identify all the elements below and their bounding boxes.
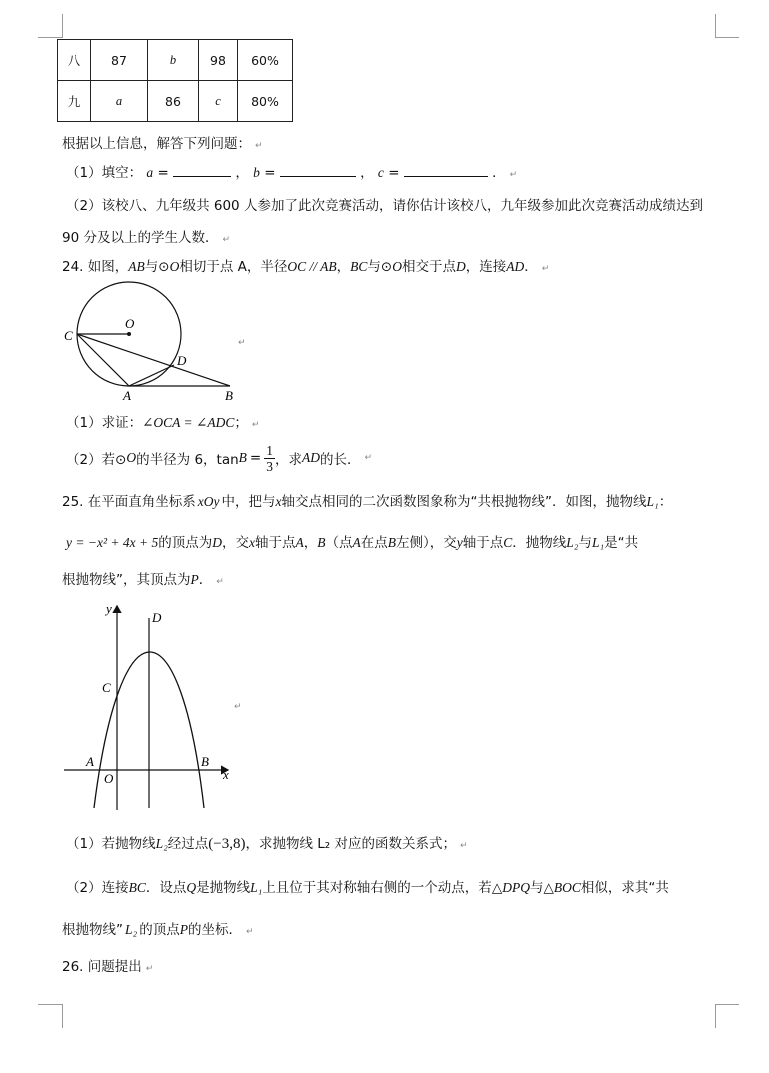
q25-parabola-figure — [58, 598, 238, 813]
q25-part2 — [66, 876, 669, 896]
math-o: O — [392, 259, 402, 274]
equals-sign: = — [249, 450, 262, 466]
q24-circle-figure — [60, 280, 260, 405]
math-d: D — [455, 259, 466, 274]
crop-mark-tl-h — [38, 37, 63, 38]
text: ： — [658, 494, 673, 510]
math-ad: AD — [506, 259, 525, 274]
math-a: A — [352, 535, 361, 550]
crop-mark-tr-v — [715, 14, 716, 38]
label-b: B — [201, 754, 209, 769]
point-coordinates: (−3,8) — [208, 836, 246, 852]
q24-part2: （2）若⊙ O 的半径为 6，tan B = $\frac{1}{3}$ ，求 AD 的长． ↵ — [66, 442, 373, 474]
crop-mark-tl-v — [62, 14, 63, 38]
text: 与⊙ — [144, 259, 170, 275]
text: 是“共 — [604, 535, 639, 551]
separator: ， — [360, 165, 374, 181]
table-cell: 60% — [238, 40, 293, 81]
math-l2: L₂ — [155, 836, 168, 851]
intro-line: 根据以上信息，解答下列问题： ↵ — [62, 136, 263, 152]
label-c: C — [64, 328, 73, 343]
text: 在平面直角坐标系 — [87, 494, 196, 510]
crop-mark-bl-v — [62, 1004, 63, 1028]
text: 相交于点 — [401, 259, 456, 275]
text: 与 — [529, 880, 544, 896]
q26-text: 26. 问题提出 — [62, 959, 142, 975]
label-y: y — [106, 601, 112, 616]
text: 与⊙ — [367, 259, 393, 275]
text: 的顶点 — [139, 922, 180, 938]
text: 轴于点 — [254, 535, 296, 551]
para-mark: ↵ — [238, 338, 246, 348]
label-a: A — [123, 388, 131, 403]
center-dot — [127, 332, 131, 336]
denominator: 3 — [266, 458, 273, 474]
table-cell: 80% — [238, 81, 293, 122]
table-row — [58, 81, 293, 122]
separator: ， — [235, 165, 249, 181]
var-a: a — [146, 165, 154, 180]
text: 中，把与 — [221, 494, 276, 510]
crop-mark-bl-h — [38, 1004, 63, 1005]
question-number: 25. — [62, 494, 84, 510]
text: 在点 — [360, 535, 388, 551]
equals-sign: = — [388, 165, 400, 181]
triangle-dpq: △DPQ — [491, 880, 530, 895]
table-cell: b — [148, 40, 199, 81]
table-row — [58, 40, 293, 81]
math-x: x — [248, 535, 255, 550]
text: ． — [524, 259, 538, 275]
q23-part2-line1 — [66, 194, 703, 214]
q25-line1 — [62, 490, 672, 510]
angle-equation: ∠OCA = ∠ADC — [142, 415, 235, 430]
table-cell: c — [199, 81, 238, 122]
text: ，求 — [274, 452, 302, 468]
math-l1: L₁ — [591, 535, 605, 550]
math-b: B — [317, 535, 326, 550]
table-cell: a — [91, 81, 148, 122]
text: ， — [336, 259, 351, 275]
label-c: C — [102, 680, 111, 695]
var-b: b — [253, 165, 260, 180]
table-cell: 98 — [199, 40, 238, 81]
text: ，连接 — [465, 259, 507, 275]
numerator: 1 — [266, 442, 273, 458]
math-l1: L₁ — [250, 880, 263, 895]
math-b: B — [387, 535, 396, 550]
period: ． — [492, 165, 506, 181]
math-bc: BC — [128, 880, 146, 895]
crop-mark-br-v — [715, 1004, 716, 1028]
text: ，求抛物线 L₂ 对应的函数关系式； — [245, 836, 457, 852]
q25-part1: （1）若抛物线L₂经过点(−3,8)，求抛物线 L₂ 对应的函数关系式； ↵ — [66, 836, 468, 852]
text: 如图， — [87, 259, 129, 275]
para-mark: ↵ — [234, 702, 242, 712]
label-d: D — [152, 610, 162, 625]
label-o: O — [125, 316, 135, 331]
math-l1: L₁ — [646, 494, 659, 509]
math-y: y — [456, 535, 463, 550]
label-o: O — [104, 771, 114, 786]
text: 相切于点 A，半径 — [179, 259, 288, 275]
segment-ad — [129, 365, 174, 386]
text: 是抛物线 — [196, 880, 251, 896]
math-p: P — [190, 572, 199, 587]
q23-part2-text: （2）该校八、九年级共 600 人参加了此次竞赛活动，请你估计该校八，九年级参加此次竞赛活动成绩达到 — [66, 198, 703, 214]
label-b: B — [225, 388, 233, 403]
text: 根抛物线” — [62, 922, 123, 938]
crop-mark-br-h — [715, 1004, 739, 1005]
label-x: x — [223, 767, 229, 782]
math-o: O — [126, 450, 137, 465]
q26-heading: 26. 问题提出 ↵ — [62, 959, 154, 975]
math-ab: AB — [128, 259, 145, 274]
equals-sign: = — [157, 165, 169, 181]
equals-sign: = — [264, 165, 276, 181]
blank-c[interactable] — [404, 164, 488, 177]
math-a: A — [295, 535, 304, 550]
intro-text: 根据以上信息，解答下列问题： — [62, 136, 251, 152]
triangle-boc: △BOC — [543, 880, 581, 895]
blank-b[interactable] — [280, 164, 356, 177]
score-table — [57, 39, 293, 122]
text: 轴于点 — [462, 535, 504, 551]
text: 轴交点相同的二次函数图象称为“共根抛物线”．如图，抛物线 — [281, 494, 647, 510]
part-label: （2）连接 — [66, 880, 129, 896]
table-cell: 八 — [58, 40, 91, 81]
math-c: C — [503, 535, 513, 550]
table-cell: 九 — [58, 81, 91, 122]
segment-ca — [77, 334, 129, 386]
q23-part2-text2: 90 分及以上的学生人数． — [62, 230, 219, 246]
label-a: A — [86, 754, 94, 769]
q24-stem: 24. 如图，AB与⊙O相切于点 A，半径OC // AB，BC与⊙O相交于点D，连接AD． ↵ — [62, 259, 550, 275]
text: （点 — [325, 535, 353, 551]
text: ． — [198, 572, 213, 588]
math-oc-parallel-ab: OC // AB — [287, 259, 337, 274]
math-l2: L₂ — [125, 922, 138, 937]
math-bc: BC — [350, 259, 368, 274]
part-label: （2）若⊙ — [66, 452, 127, 468]
math-xoy: xOy — [197, 494, 220, 509]
part-label: （1）求证： — [66, 415, 143, 431]
math-q: Q — [186, 880, 197, 895]
segment-bc — [77, 334, 230, 386]
q24-part1: （1）求证：∠OCA = ∠ADC； ↵ — [66, 415, 260, 431]
text: ，交 — [221, 535, 249, 551]
table-cell: 87 — [91, 40, 148, 81]
text: ； — [234, 415, 248, 431]
q25-line3: 根抛物线”，其顶点为P． ↵ — [62, 572, 224, 588]
table-cell: 86 — [148, 81, 199, 122]
math-l2: L₂ — [566, 535, 579, 550]
parabola-equation: y = −x² + 4x + 5 — [66, 535, 159, 550]
text: 左侧），交 — [395, 535, 457, 551]
math-ad: AD — [301, 450, 320, 465]
text: 上且位于其对称轴右侧的一个动点，若 — [262, 880, 492, 896]
text: 经过点 — [167, 836, 209, 852]
blank-a[interactable] — [173, 164, 231, 177]
text: 的长． — [319, 452, 361, 468]
text: 与 — [578, 535, 592, 551]
text: 相似，求其“共 — [580, 880, 669, 896]
text: ， — [303, 535, 318, 551]
text: 的顶点为 — [158, 535, 213, 551]
q25-part2-line2: 根抛物线” L₂ 的顶点P的坐标． ↵ — [62, 922, 254, 938]
math-b: B — [238, 450, 247, 465]
math-d: D — [212, 535, 222, 550]
part-label: （1）若抛物线 — [66, 836, 156, 852]
label-d: D — [177, 353, 187, 368]
text: ．设点 — [145, 880, 187, 896]
text: ．抛物线 — [512, 535, 567, 551]
q25-line2 — [66, 531, 638, 551]
math-p: P — [179, 922, 188, 937]
crop-mark-tr-h — [715, 37, 739, 38]
text: 的坐标． — [187, 922, 242, 938]
var-c: c — [377, 165, 384, 180]
q23-part2-line2: 90 分及以上的学生人数． ↵ — [62, 230, 231, 246]
text: 的半径为 6，tan — [136, 452, 239, 468]
part-label: （1）填空： — [66, 165, 143, 181]
q23-part1: （1）填空： a = ， b = ， c = ． ↵ — [66, 165, 518, 181]
fraction-one-third — [264, 443, 275, 474]
text: 根抛物线”，其顶点为 — [62, 572, 191, 588]
math-x: x — [275, 494, 282, 509]
math-o: O — [169, 259, 180, 274]
question-number: 24. — [62, 259, 84, 275]
